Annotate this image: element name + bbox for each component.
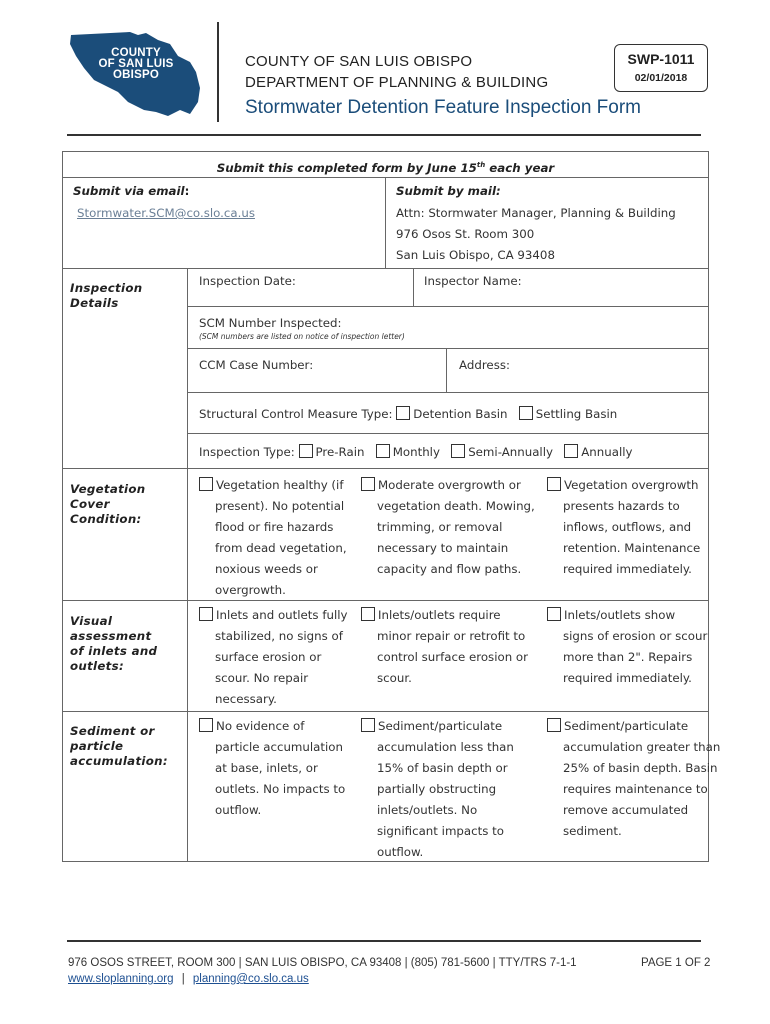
scm-note: (SCM numbers are listed on notice of inspection letter) (199, 332, 405, 341)
visual-option-2-checkbox[interactable] (361, 607, 375, 621)
footer-address: 976 OSOS STREET, ROOM 300 | SAN LUIS OBISPO, CA 93408 | (805) 781-5600 | TTY/TRS 7-1-1 (68, 957, 577, 969)
sediment-option-1-checkbox[interactable] (199, 718, 213, 732)
header-rule (67, 134, 701, 136)
sediment-option-1-line: particle accumulation (215, 740, 343, 754)
sediment-option-3-line: remove accumulated (563, 803, 689, 817)
visual-option-1: Inlets and outlets fully (199, 605, 348, 626)
visual-option-3-line: required immediately. (563, 671, 692, 685)
vegetation-option-1-line: present). No potential (215, 499, 345, 513)
form-number: SWP-1011 (627, 51, 695, 67)
logo-lettering: COUNTY OF SAN LUIS OBISPO (98, 47, 174, 81)
sediment-option-2-line: inlets/outlets. No (377, 803, 478, 817)
sediment-option-3-line: sediment. (563, 824, 622, 838)
sediment-option-2: Sediment/particulate (361, 716, 502, 737)
inspection-type-row: Inspection Type: Pre-Rain Monthly Semi-Annually Annually (199, 445, 633, 459)
vegetation-option-1-line: flood or fire hazards (215, 520, 334, 534)
submission-deadline: Submit this completed form by June 15th each year (216, 160, 555, 175)
department-name: DEPARTMENT OF PLANNING & BUILDING (245, 74, 549, 91)
mail-line-2: 976 Osos St. Room 300 (396, 227, 535, 241)
sediment-option-2-line: partially obstructing (377, 782, 497, 796)
settling-basin-checkbox[interactable] (519, 406, 533, 420)
inspector-name-field[interactable]: Inspector Name: (424, 274, 522, 288)
vegetation-option-2-checkbox[interactable] (361, 477, 375, 491)
vegetation-option-3-checkbox[interactable] (547, 477, 561, 491)
vegetation-option-1: Vegetation healthy (if (199, 475, 343, 496)
monthly-checkbox[interactable] (376, 444, 390, 458)
sediment-option-3-line: requires maintenance to (563, 782, 708, 796)
visual-option-3-line: more than 2". Repairs (563, 650, 693, 664)
email-address[interactable]: Stormwater.SCM@co.slo.ca.us (77, 206, 255, 220)
inspection-details-label: Inspection Details (70, 281, 143, 310)
visual-option-1-line: surface erosion or (215, 650, 322, 664)
address-field[interactable]: Address: (459, 358, 510, 372)
vegetation-option-1-line: noxious weeds or (215, 562, 318, 576)
vegetation-option-2: Moderate overgrowth or (361, 475, 521, 496)
visual-option-1-line: necessary. (215, 692, 277, 706)
email-label: Submit via email: (73, 184, 190, 198)
footer-links (68, 973, 309, 985)
sediment-option-1: No evidence of (199, 716, 304, 737)
vegetation-option-3-line: inflows, outflows, and (563, 520, 692, 534)
visual-assessment-label: Visual assessment of inlets and outlets: (70, 614, 158, 673)
page-number: PAGE 1 OF 2 (641, 957, 711, 969)
visual-option-2: Inlets/outlets require (361, 605, 501, 626)
header-divider (217, 22, 219, 122)
visual-option-3: Inlets/outlets show (547, 605, 675, 626)
visual-option-1-checkbox[interactable] (199, 607, 213, 621)
visual-option-2-line: control surface erosion or (377, 650, 528, 664)
semi-annually-checkbox[interactable] (451, 444, 465, 458)
sediment-option-2-line: 15% of basin depth or (377, 761, 508, 775)
visual-option-3-line: signs of erosion or scour (563, 629, 708, 643)
vegetation-option-2-line: vegetation death. Mowing, (377, 499, 535, 513)
vegetation-option-1-line: from dead vegetation, (215, 541, 347, 555)
form-number-box (614, 44, 708, 92)
inspection-type-label: Inspection Type: (199, 445, 295, 459)
form-title: Stormwater Detention Feature Inspection Form (245, 97, 642, 118)
vegetation-option-3-line: presents hazards to (563, 499, 680, 513)
sediment-option-2-line: accumulation less than (377, 740, 514, 754)
mail-line-1: Attn: Stormwater Manager, Planning & Building (396, 206, 676, 220)
vegetation-option-2-line: necessary to maintain (377, 541, 509, 555)
footer-separator: | (181, 973, 185, 985)
ccm-case-field[interactable]: CCM Case Number: (199, 358, 314, 372)
vegetation-option-2-line: capacity and flow paths. (377, 562, 522, 576)
visual-option-1-line: scour. No repair (215, 671, 309, 685)
vegetation-option-3-line: required immediately. (563, 562, 692, 576)
county-name: COUNTY OF SAN LUIS OBISPO (245, 53, 473, 70)
measure-type-row: Structural Control Measure Type: Detention Basin Settling Basin (199, 407, 618, 421)
mail-label: Submit by mail: (396, 184, 501, 198)
footer-rule (67, 940, 701, 942)
sediment-option-2-line: significant impacts to (377, 824, 505, 838)
scm-number-field[interactable]: SCM Number Inspected: (199, 316, 342, 330)
vegetation-option-3: Vegetation overgrowth (547, 475, 699, 496)
sediment-option-3-line: accumulation greater than (563, 740, 721, 754)
sediment-option-1-line: outlets. No impacts to (215, 782, 346, 796)
visual-option-3-checkbox[interactable] (547, 607, 561, 621)
vegetation-label: Vegetation Cover Condition: (70, 482, 146, 526)
inspection-date-field[interactable]: Inspection Date: (199, 274, 296, 288)
sediment-option-3-checkbox[interactable] (547, 718, 561, 732)
sediment-option-1-line: at base, inlets, or (215, 761, 318, 775)
sediment-option-2-checkbox[interactable] (361, 718, 375, 732)
pre-rain-checkbox[interactable] (299, 444, 313, 458)
measure-type-label: Structural Control Measure Type: (199, 407, 393, 421)
inspection-form-table (62, 151, 721, 862)
visual-option-2-line: scour. (377, 671, 412, 685)
visual-option-2-line: minor repair or retrofit to (377, 629, 526, 643)
sediment-option-1-line: outflow. (215, 803, 262, 817)
sediment-option-3: Sediment/particulate (547, 716, 688, 737)
email-link[interactable]: planning@co.slo.ca.us (192, 973, 309, 985)
vegetation-option-1-line: overgrowth. (215, 583, 286, 597)
vegetation-option-3-line: retention. Maintenance (563, 541, 701, 555)
mail-line-3: San Luis Obispo, CA 93408 (396, 248, 555, 262)
website-link[interactable]: www.sloplanning.org (68, 973, 174, 985)
sediment-option-3-line: 25% of basin depth. Basin (563, 761, 718, 775)
sediment-option-2-line: outflow. (377, 845, 424, 859)
vegetation-option-1-checkbox[interactable] (199, 477, 213, 491)
detention-basin-checkbox[interactable] (396, 406, 410, 420)
form-date: 02/01/2018 (634, 72, 688, 84)
vegetation-option-2-line: trimming, or removal (377, 520, 503, 534)
visual-option-1-line: stabilized, no signs of (215, 629, 343, 643)
sediment-label: Sediment or particle accumulation: (70, 724, 168, 768)
annually-checkbox[interactable] (564, 444, 578, 458)
